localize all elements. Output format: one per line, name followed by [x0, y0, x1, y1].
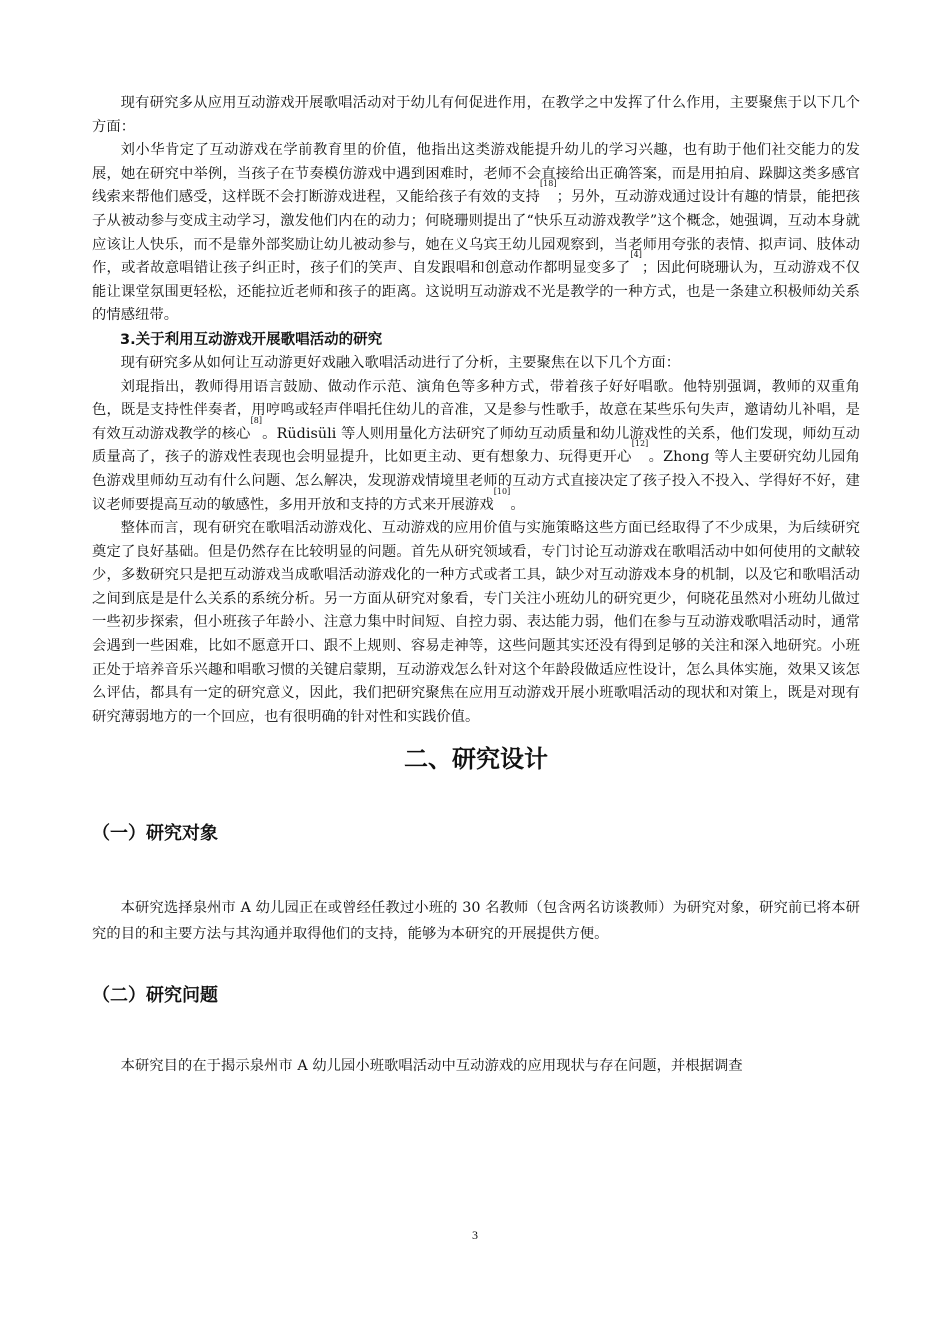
paragraph-text: 刘小华肯定了互动游戏在学前教育里的价值，他指出这类游戏能提升幼儿的学习兴趣，也有助于他们社交能力的发展，她在研究中举例，当孩子在节奏模仿游戏中遇到困难时，老师不会直接给出正确答案，而是用拍肩、跺脚这类多感官线索来帮他们感受，这样既不会打断游戏进程，又能给孩子有效的支持 — [92, 142, 860, 206]
paragraph-intro: 现有研究多从应用互动游戏开展歌唱活动对于幼儿有何促进作用，在教学之中发挥了什么作用，主要聚焦于以下几个方面： — [92, 95, 860, 135]
paragraph-text: ；另外，互动游戏通过设计有趣的情景，能把孩子从被动参与变成主动学习，激发他们内在的动力；何晓珊则提出了“快乐互动游戏教学”这个概念，她强调，互动本身就应该让人快乐，而不是靠外部奖励让幼儿被动参与，她在义乌宾王幼儿园观察到，当老师用夸张的表情、拟声词、肢体动作，或者故意唱错让孩子纠正时，孩子们的笑声、自发跟唱和创意动作都明显变多了 — [92, 189, 860, 277]
citation: [18] — [540, 179, 557, 189]
citation: [12] — [631, 439, 649, 449]
subsection-heading: 3.关于利用互动游戏开展歌唱活动的研究 — [120, 331, 383, 348]
page-body — [92, 92, 860, 1079]
paragraph-focus: 现有研究多从如何让互动游更好戏融入歌唱活动进行了分析，主要聚焦在以下几个方面： — [120, 354, 681, 371]
citation: [8] — [250, 415, 263, 425]
section-heading-questions: （二）研究问题 — [92, 985, 218, 1007]
paragraph-questions: 本研究目的在于揭示泉州市 A 幼儿园小班歌唱活动中互动游戏的应用现状与存在问题，并根据调查 — [120, 1058, 743, 1075]
citation: [10] — [493, 486, 511, 496]
page-number: 3 — [472, 1228, 478, 1242]
paragraph-liukun — [92, 376, 860, 518]
paragraph-text: 。Rüdisüli 等人则用量化方法研究了师幼互动质量和幼儿游戏性的关系，他们发现，师幼互动质量高了，孩子的游戏性表现也会明显提升，比如更主动、更有想象力、玩得更开心 — [92, 425, 860, 466]
paragraph-summary: 整体而言，现有研究在歌唱活动游戏化、互动游戏的应用价值与实施策略这些方面已经取得了不少成果，为后续研究奠定了良好基础。但是仍然存在比较明显的问题。首先从研究领域看，专门讨论互动游戏在歌唱活动中如何使用的文献较少，多数研究只是把互动游戏当成歌唱活动游戏化的一种方式或者工具，缺少对互动游戏本身的机制，以及它和歌唱活动之间到底是是什么关系的系统分析。另一方面从研究对象看，专门关注小班幼儿的研究更少，何晓花虽然对小班幼儿做过一些初步探索，但小班孩子年龄小、注意力集中时间短、自控力弱、表达能力弱，他们在参与互动游戏歌唱活动时，通常会遇到一些困难，比如不愿意开口、跟不上规则、容易走神等，这些问题其实还没有得到足够的关注和深入地研究。小班正处于培养音乐兴趣和唱歌习惯的关键启蒙期，互动游戏怎么针对这个年龄段做适应性设计，怎么具体实施，效果又该怎么评估，都具有一定的研究意义，因此，我们把研究聚焦在应用互动游戏开展小班歌唱活动的现状和对策上，既是对现有研究薄弱地方的一个回应，也有很明确的针对性和实践价值。 — [92, 520, 860, 725]
chapter-title: 二、研究设计 — [404, 745, 548, 774]
paragraph-text: ；因此何晓珊认为，互动游戏不仅能让课堂氛围更轻松，还能拉近老师和孩子的距离。这说明互动游戏不光是教学的一种方式，也是一条建立积极师幼关系的情感纽带。 — [92, 260, 860, 324]
paragraph-text: 。Zhong 等人主要研究幼儿园角色游戏里师幼互动有什么问题、怎么解决，发现游戏情境里老师的互动方式直接决定了孩子投入不投入、学得好不好，建议老师要提高互动的敏感性，多用开放和支持的方式来开展游戏 — [92, 449, 860, 513]
paragraph-liuxiaohua — [92, 139, 860, 328]
paragraph-text: 刘琨指出，教师得用语言鼓励、做动作示范、演角色等多种方式，带着孩子好好唱歌。他特别强调，教师的双重角色，既是支持性伴奏者，用哼鸣或轻声伴唱托住幼儿的音准，又是参与性歌手，故意在某些乐句失声，邀请幼儿补唱，是有效互动游戏教学的核心 — [92, 378, 860, 442]
paragraph-text: 。 — [510, 496, 525, 513]
section-heading-subjects: （一）研究对象 — [92, 823, 218, 845]
citation: [4] — [630, 250, 642, 260]
paragraph-subjects: 本研究选择泉州市 A 幼儿园正在或曾经任教过小班的 30 名教师（包含两名访谈教师）为研究对象，研究前已将本研究的目的和主要方法与其沟通并取得他们的支持，能够为本研究的开展提供方便。 — [92, 900, 860, 943]
